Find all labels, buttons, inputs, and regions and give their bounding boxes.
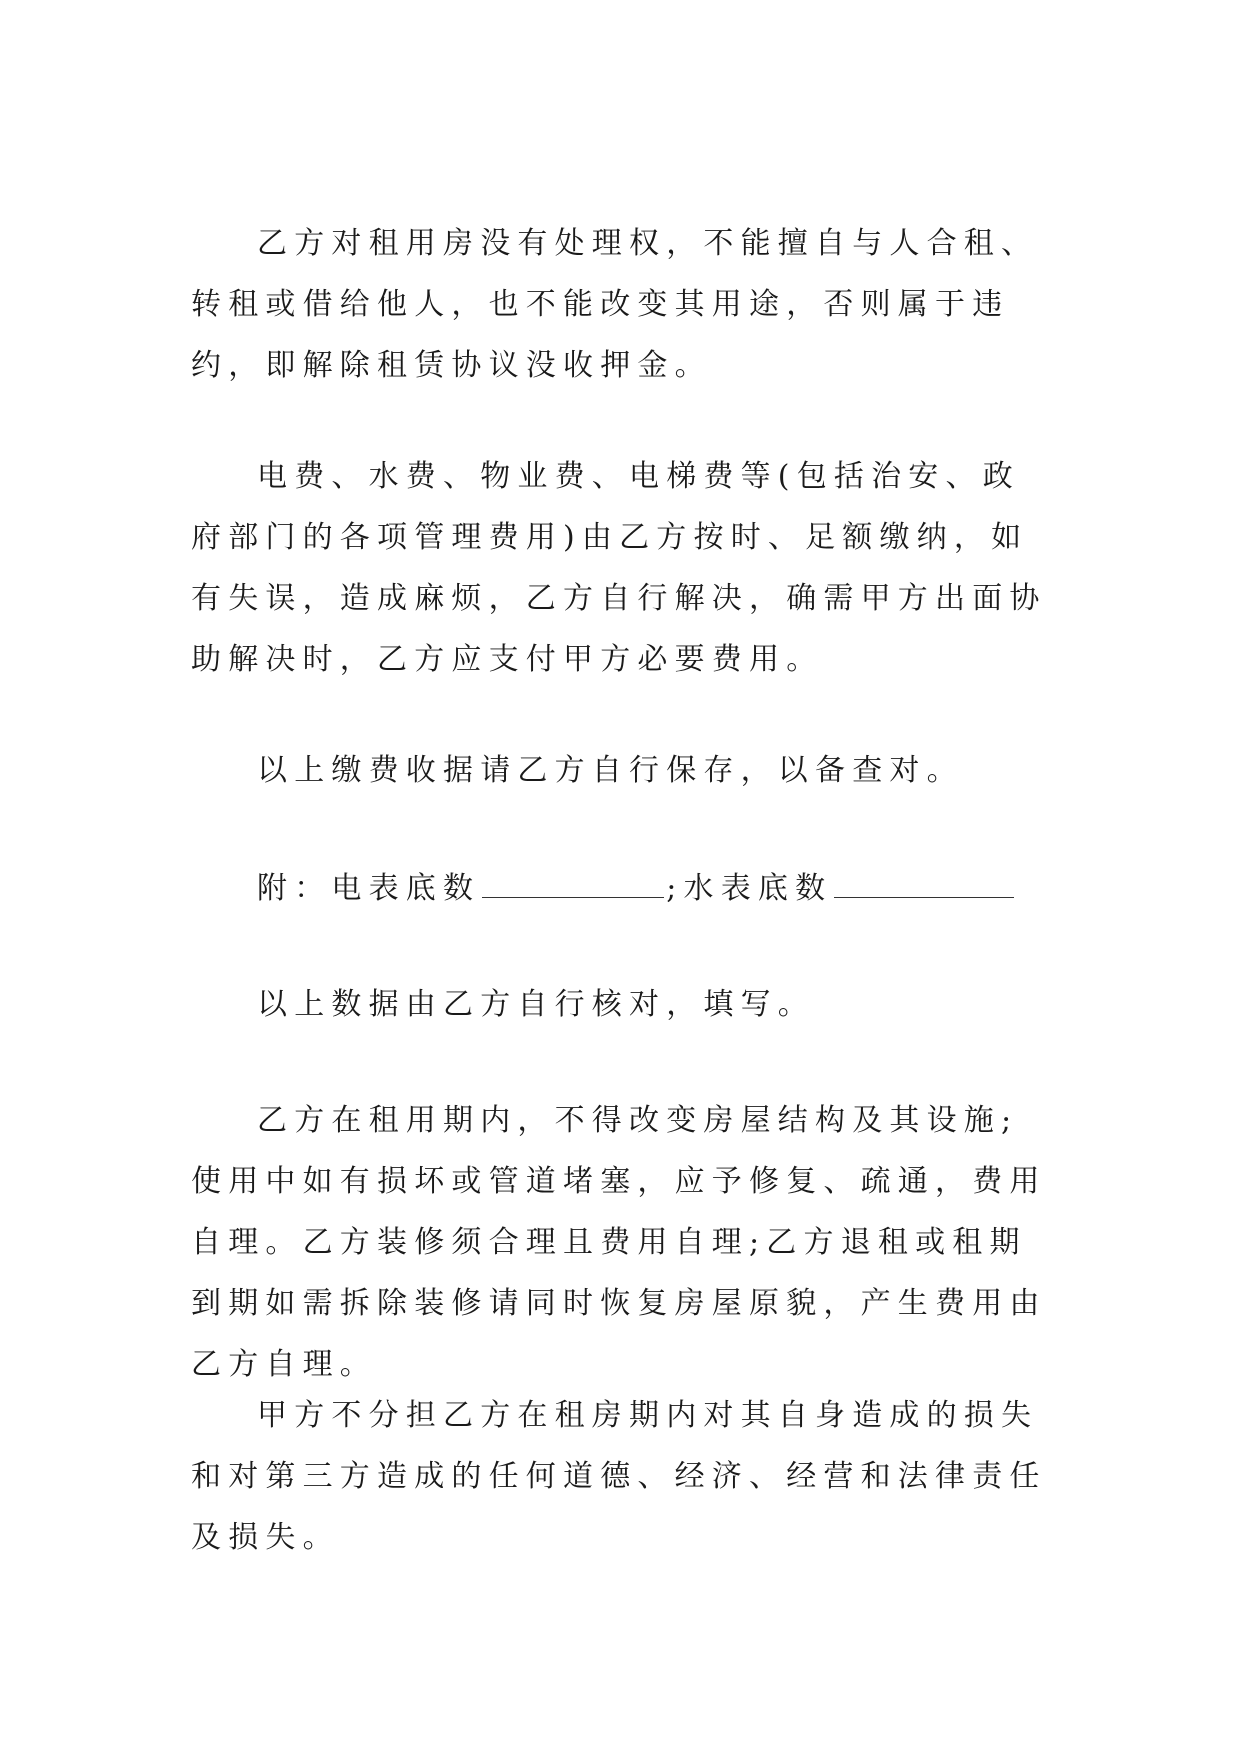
paragraph-sublease-restriction: 乙方对租用房没有处理权，不能擅自与人合租、转租或借给他人，也不能改变其用途，否则属于违约，即解除租赁协议没收押金。 (191, 226, 1039, 383)
paragraph-receipts: 以上缴费收据请乙方自行保存，以备查对。 (257, 753, 964, 788)
electric-meter-blank (482, 869, 664, 898)
paragraph-data-verification: 以上数据由乙方自行核对，填写。 (257, 987, 815, 1022)
paragraph-meter-readings (191, 858, 1051, 919)
paragraph-liability: 甲方不分担乙方在租房期内对其自身造成的损失和对第三方造成的任何道德、经济、经营和法律责任及损失。 (191, 1398, 1047, 1555)
electric-meter-label: 附：电表底数 (257, 871, 481, 906)
paragraph-structure-maintenance: 乙方在租用期内，不得改变房屋结构及其设施;使用中如有损坏或管道堵塞，应予修复、疏通，费用自理。乙方装修须合理且费用自理;乙方退租或租期到期如需拆除装修请同时恢复房屋原貌，产生费用由乙方自理。 (191, 1103, 1047, 1382)
paragraph-utility-fees: 电费、水费、物业费、电梯费等(包括治安、政府部门的各项管理费用)由乙方按时、足额缴纳，如有失误，造成麻烦，乙方自行解决，确需甲方出面协助解决时，乙方应支付甲方必要费用。 (191, 459, 1047, 677)
water-meter-label: ;水表底数 (666, 871, 833, 906)
water-meter-blank (834, 869, 1014, 898)
